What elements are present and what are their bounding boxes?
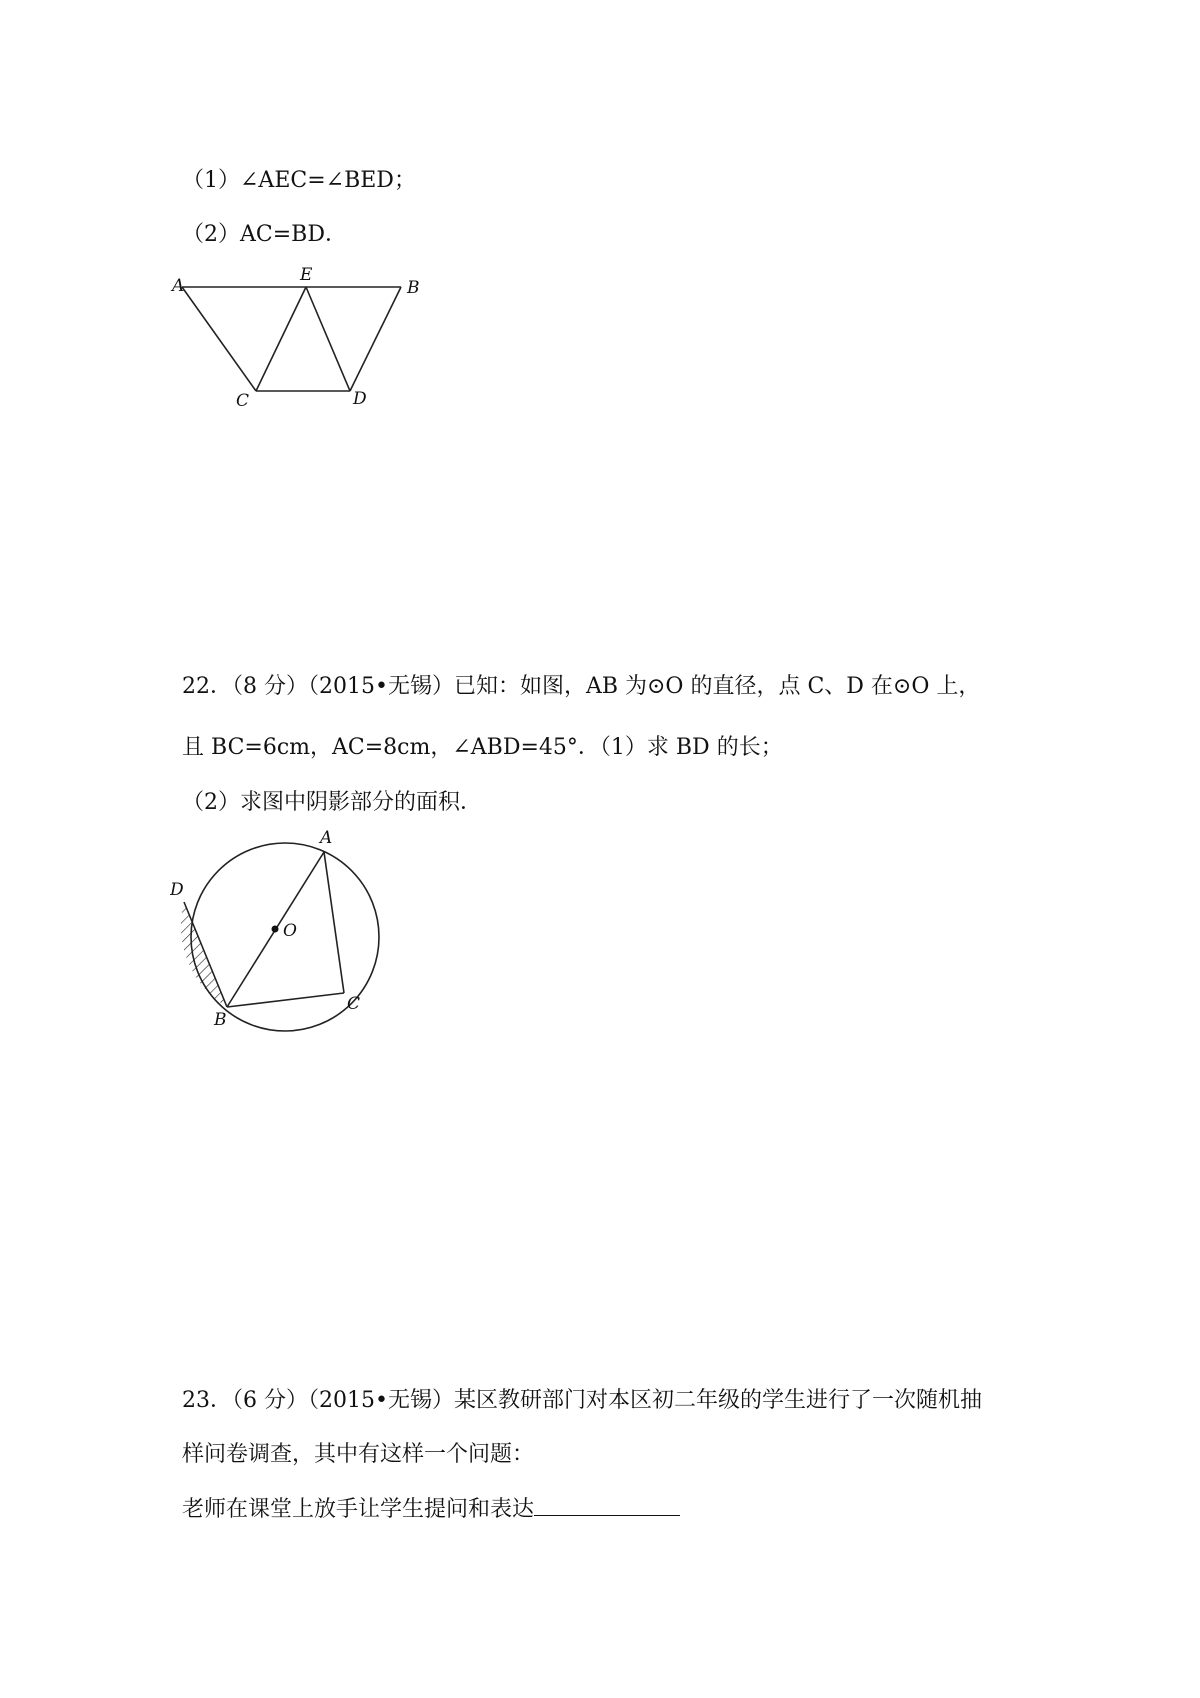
center-point-o [272,926,279,933]
label-d: D [353,389,367,409]
q23-line3-text: 老师在课堂上放手让学生提问和表达 [182,1497,535,1522]
q21-trapezoid-figure [170,258,430,418]
segment-ec [256,287,306,391]
label-a: A [320,828,333,848]
label-b: B [407,278,420,298]
segment-bd [350,287,401,391]
label-d: D [170,880,184,900]
label-c: C [236,391,250,411]
label-c: C [347,994,361,1014]
q23-line3 [182,1495,680,1525]
q22-line1: 22．（8 分）（2015•无锡）已知：如图，AB 为⊙O 的直径，点 C、D 在⊙O 上， [182,674,981,699]
q22-line2: 且 BC=6cm，AC=8cm，∠ABD=45°．（1）求 BD 的长； [182,735,783,760]
chord-cb [227,993,344,1007]
q22-circle-figure [170,825,400,1055]
segment-ed [306,287,350,391]
answer-blank [534,1513,680,1516]
q21-part2: （2）AC=BD． [182,222,347,247]
segment-ac [182,287,256,391]
chord-ac [324,852,344,993]
label-b: B [214,1010,227,1030]
q23-line1: 23．（6 分）（2015•无锡）某区教研部门对本区初二年级的学生进行了一次随机抽 [182,1388,982,1413]
q23-line2: 样问卷调查，其中有这样一个问题： [182,1442,535,1467]
label-e: E [300,265,313,285]
q22-line3: （2）求图中阴影部分的面积． [182,790,482,815]
q21-part1: （1）∠AEC=∠BED； [182,168,416,193]
label-o: O [283,921,297,941]
label-a: A [172,276,185,296]
